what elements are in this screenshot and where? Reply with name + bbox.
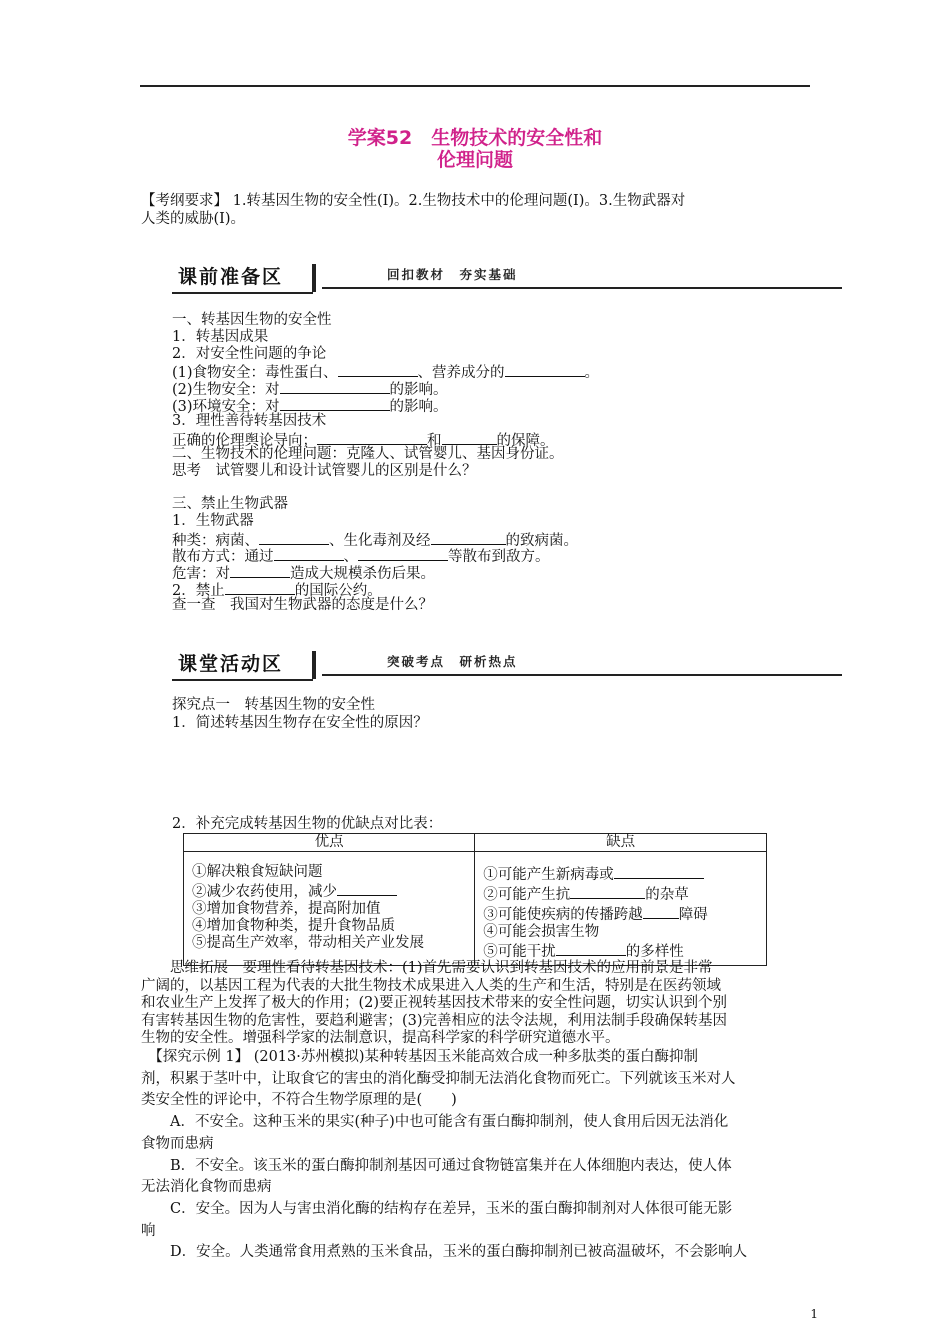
paragraph-line: 广阔的，以基因工程为代表的大批生物技术成果进入人类的生产和生活，特别是在医药领域	[141, 977, 721, 994]
text-segment: 三、禁止生物武器	[172, 496, 288, 512]
pros-cell	[184, 852, 475, 966]
fill-in-blank[interactable]	[317, 430, 427, 445]
text-segment: 。	[584, 365, 600, 382]
section-rule	[322, 674, 842, 676]
content-line	[172, 329, 268, 346]
text-segment: 3．理性善待转基因技术	[172, 412, 327, 429]
section-header-class	[172, 649, 842, 681]
paragraph-line: B．不安全。该玉米的蛋白酶抑制剂基因可通过食物链富集并在人体细胞内表达，使人体	[141, 1157, 732, 1174]
page-title-line2: 伦理问题	[436, 149, 513, 171]
requirements-line2: 人类的威胁(Ⅰ)。	[141, 211, 246, 227]
text-segment: ③可能使疾病的传播跨越	[483, 907, 643, 923]
text-segment: ④可能会损害生物	[483, 924, 600, 940]
fill-in-blank[interactable]	[338, 362, 418, 377]
text-segment: 的国际公约。	[294, 583, 382, 599]
text-segment: ⑤提高生产效率，带动相关产业发展	[192, 935, 424, 951]
text-segment: ③增加食物营养，提高附加值	[192, 901, 381, 917]
fill-in-blank[interactable]	[570, 884, 645, 899]
text-segment: 思考 试管婴儿和设计试管婴儿的区别是什么？	[172, 463, 477, 480]
text-segment: 、生化毒剂及经	[329, 532, 431, 549]
fill-in-blank[interactable]	[280, 379, 390, 394]
fill-in-blank[interactable]	[230, 563, 290, 578]
paragraph-line: 【探究示例 1】 (2013·苏州模拟)某种转基因玉米能高效合成一种多肽类的蛋白酶抑制	[141, 1049, 699, 1065]
text-segment: 的影响。	[389, 382, 448, 399]
fill-in-blank[interactable]	[358, 546, 448, 561]
section-subtitle: 回扣教材 夯实基础	[387, 267, 518, 282]
table-item	[192, 935, 468, 952]
fill-in-blank[interactable]	[505, 362, 585, 377]
paragraph-line: D．安全。人类通常食用煮熟的玉米食品，玉米的蛋白酶抑制剂已被高温破坏，不会影响人	[141, 1244, 748, 1261]
fill-in-blank[interactable]	[442, 430, 497, 445]
text-segment: 2．对安全性问题的争论	[172, 345, 327, 362]
table-item	[483, 904, 760, 924]
fill-in-blank[interactable]	[280, 396, 390, 411]
text-segment: 、营养成分的	[417, 365, 505, 382]
paragraph-line: C．安全。因为人与害虫消化酶的结构存在差异，玉米的蛋白酶抑制剂对人体很可能无影	[141, 1200, 733, 1217]
section-heading: 课前准备区	[172, 262, 313, 294]
page-number: 1	[810, 1307, 818, 1321]
section-header-prep	[172, 262, 842, 294]
question-2: 2．补充完成转基因生物的优缺点对比表：	[172, 816, 443, 832]
text-segment: 的多样性	[625, 944, 684, 960]
cons-header: 缺点	[475, 834, 767, 852]
fill-in-blank[interactable]	[259, 530, 329, 545]
paragraph-line: 剂，积累于茎叶中，让取食它的害虫的消化酶受抑制无法消化食物而死亡。下列就该玉米对人	[141, 1070, 736, 1087]
text-segment: 和	[427, 432, 442, 449]
text-segment: (1)食物安全：毒性蛋白、	[172, 365, 338, 382]
fill-in-blank[interactable]	[431, 530, 506, 545]
text-segment: 等散布到敌方。	[448, 549, 550, 566]
table-item	[192, 881, 468, 901]
table-item	[483, 941, 760, 961]
text-segment: 、	[343, 549, 358, 566]
paragraph-line: 食物而患病	[141, 1135, 214, 1152]
table-item	[192, 901, 468, 918]
text-segment: 二、生物技术的伦理问题：克隆人、试管婴儿、基因身份证。	[172, 446, 564, 463]
table-item	[192, 918, 468, 935]
text-segment: ②减少农药使用，减少	[192, 884, 337, 900]
paragraph-line: 和农业生产上发挥了极大的作用；(2)要正视转基因技术带来的安全性问题，切实认识到个别	[141, 995, 728, 1011]
text-segment: 的致病菌。	[505, 532, 578, 549]
text-segment: 危害：对	[172, 566, 230, 583]
fill-in-blank[interactable]	[274, 546, 344, 561]
text-segment: 的影响。	[389, 399, 448, 415]
text-segment: 的杂草	[645, 887, 689, 903]
text-segment: 障碍	[678, 907, 708, 923]
paragraph-line: 有害转基因生物的危害性，要趋利避害；(3)完善相应的法令法规，利用法制手段确保转基因	[141, 1012, 728, 1029]
text-segment: 1．生物武器	[172, 512, 254, 529]
section-subtitle: 突破考点 研析热点	[387, 654, 518, 669]
text-segment: 一、转基因生物的安全性	[172, 312, 332, 328]
top-rule	[140, 85, 810, 87]
text-segment: (3)环境安全：对	[172, 399, 280, 415]
section-divider	[312, 264, 316, 292]
page-title: 学案52 生物技术的安全性和	[347, 127, 603, 149]
text-segment: 正确的伦理舆论导向；	[172, 432, 317, 449]
paragraph-line: 生物的安全性。增强科学家的法制意识，提高科学家的科学研究道德水平。	[141, 1030, 620, 1046]
content-line	[172, 496, 288, 513]
paragraph-line: 响	[141, 1222, 156, 1239]
text-segment: 的保障。	[496, 432, 555, 449]
content-line	[172, 413, 326, 430]
fill-in-blank[interactable]	[643, 904, 679, 919]
table-item	[483, 864, 760, 884]
text-segment: ②可能产生抗	[483, 887, 571, 903]
table-item	[483, 924, 760, 941]
paragraph-line: 类安全性的评论中，不符合生物学原理的是( )	[141, 1092, 457, 1109]
question-1: 1．简述转基因生物存在安全性的原因？	[172, 715, 428, 731]
table-item	[192, 864, 468, 881]
text-segment: 1．转基因成果	[172, 328, 269, 345]
section-heading: 课堂活动区	[172, 649, 313, 681]
fill-in-blank[interactable]	[225, 580, 295, 595]
text-segment: ⑤可能干扰	[483, 944, 556, 960]
content-line	[172, 346, 326, 363]
fill-in-blank[interactable]	[556, 941, 626, 956]
text-segment: 散布方式：通过	[172, 549, 274, 566]
text-segment: 种类：病菌、	[172, 532, 259, 549]
fill-in-blank[interactable]	[337, 881, 397, 896]
text-segment: ①解决粮食短缺问题	[192, 864, 323, 880]
paragraph-line: 无法消化食物而患病	[141, 1179, 272, 1196]
pros-header: 优点	[184, 834, 475, 852]
content-line	[172, 312, 332, 329]
text-segment: ①可能产生新病毒或	[483, 867, 614, 883]
table-item	[483, 884, 760, 904]
explore-point-1: 探究点一 转基因生物的安全性	[172, 697, 375, 713]
cons-cell	[475, 852, 767, 966]
text-segment: 查一查 我国对生物武器的态度是什么？	[172, 596, 433, 613]
text-segment: ④增加食物种类，提升食物品质	[192, 918, 395, 934]
content-line	[172, 463, 477, 480]
section-divider	[312, 651, 316, 679]
content-line	[172, 513, 254, 530]
requirements-line1: 【考纲要求】 1.转基因生物的安全性(Ⅰ)。2.生物技术中的伦理问题(Ⅰ)。3.生物武器对	[141, 193, 686, 209]
section-rule	[322, 287, 842, 289]
text-segment: (2)生物安全：对	[172, 382, 280, 399]
pros-cons-table	[183, 833, 767, 966]
text-segment: 造成大规模杀伤后果。	[290, 566, 435, 583]
content-line	[172, 597, 433, 614]
text-segment: 2．禁止	[172, 583, 225, 599]
fill-in-blank[interactable]	[614, 864, 704, 879]
paragraph-line: 思维拓展 要理性看待转基因技术：(1)首先需要认识到转基因技术的应用前景是非常	[141, 960, 713, 976]
content-line	[172, 446, 564, 463]
paragraph-line: A．不安全。这种玉米的果实(种子)中也可能含有蛋白酶抑制剂，使人食用后因无法消化	[141, 1114, 729, 1131]
